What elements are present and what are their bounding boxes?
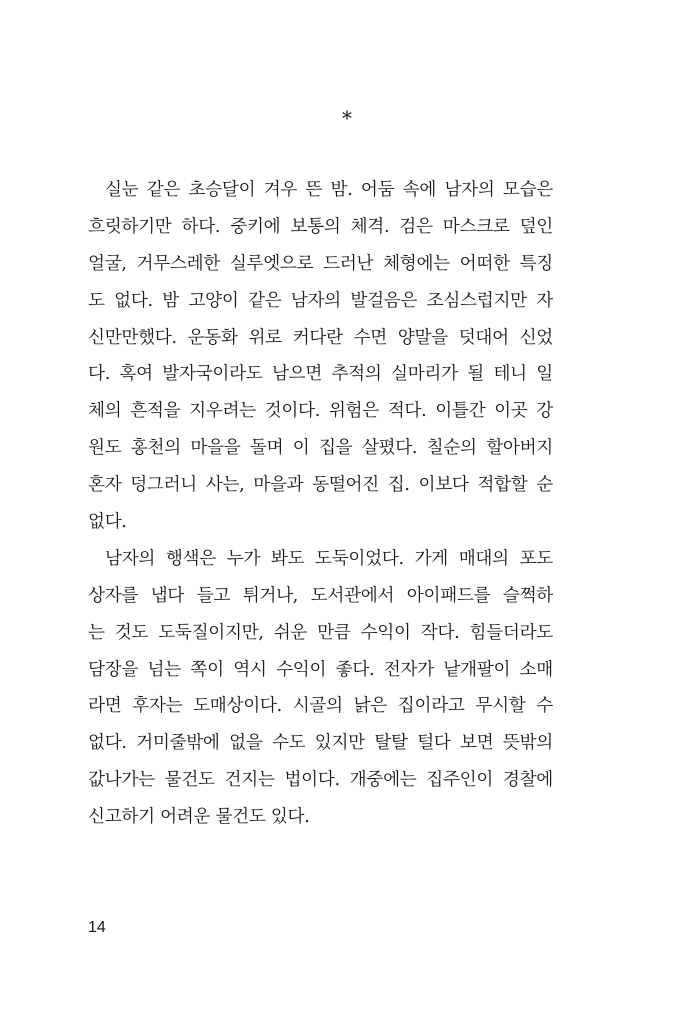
text-line: 혼자 덩그러니 사는, 마을과 동떨어진 집. 이보다 적합할 순	[88, 475, 553, 496]
text-line: 값나가는 물건도 건지는 법이다. 개중에는 집주인이 경찰에	[88, 770, 553, 791]
body-text	[88, 172, 553, 836]
text-line: 원도 홍천의 마을을 돌며 이 집을 살폈다. 칠순의 할아버지	[88, 438, 553, 459]
text-line: 도 없다. 밤 고양이 같은 남자의 발걸음은 조심스럽지만 자	[88, 290, 553, 311]
text-line: 담장을 넘는 쪽이 역시 수익이 좋다. 전자가 낱개팔이 소매	[88, 659, 553, 680]
text-line: 없다.	[88, 512, 127, 533]
page-number: 14	[88, 919, 106, 936]
text-line: 흐릿하기만 하다. 중키에 보통의 체격. 검은 마스크로 덮인	[88, 216, 553, 237]
text-line: 없다. 거미줄밖에 없을 수도 있지만 탈탈 털다 보면 뜻밖의	[88, 733, 553, 754]
text-line: 신만만했다. 운동화 위로 커다란 수면 양말을 덧대어 신었	[88, 327, 553, 348]
text-line: 다. 혹여 발자국이라도 남으면 추적의 실마리가 될 테니 일	[88, 364, 553, 385]
text-line: 남자의 행색은 누가 봐도 도둑이었다. 가게 매대의 포도	[105, 548, 553, 569]
text-line: 신고하기 어려운 물건도 있다.	[88, 807, 310, 828]
text-line: 상자를 냅다 들고 튀거나, 도서관에서 아이패드를 슬쩍하	[88, 585, 553, 606]
text-line: 실눈 같은 초승달이 겨우 뜬 밤. 어둠 속에 남자의 모습은	[105, 180, 553, 200]
text-line: 얼굴, 거무스레한 실루엣으로 드러난 체형에는 어떠한 특징	[88, 253, 553, 274]
text-line: 라면 후자는 도매상이다. 시골의 낡은 집이라고 무시할 수	[88, 696, 553, 717]
section-break-ornament: ⁎	[342, 100, 352, 124]
text-line: 체의 흔적을 지우려는 것이다. 위험은 적다. 이틀간 이곳 강	[88, 401, 553, 422]
paragraph-2	[88, 541, 553, 836]
paragraph-1	[88, 172, 553, 541]
text-line: 는 것도 도둑질이지만, 쉬운 만큼 수익이 작다. 힘들더라도	[88, 622, 553, 643]
